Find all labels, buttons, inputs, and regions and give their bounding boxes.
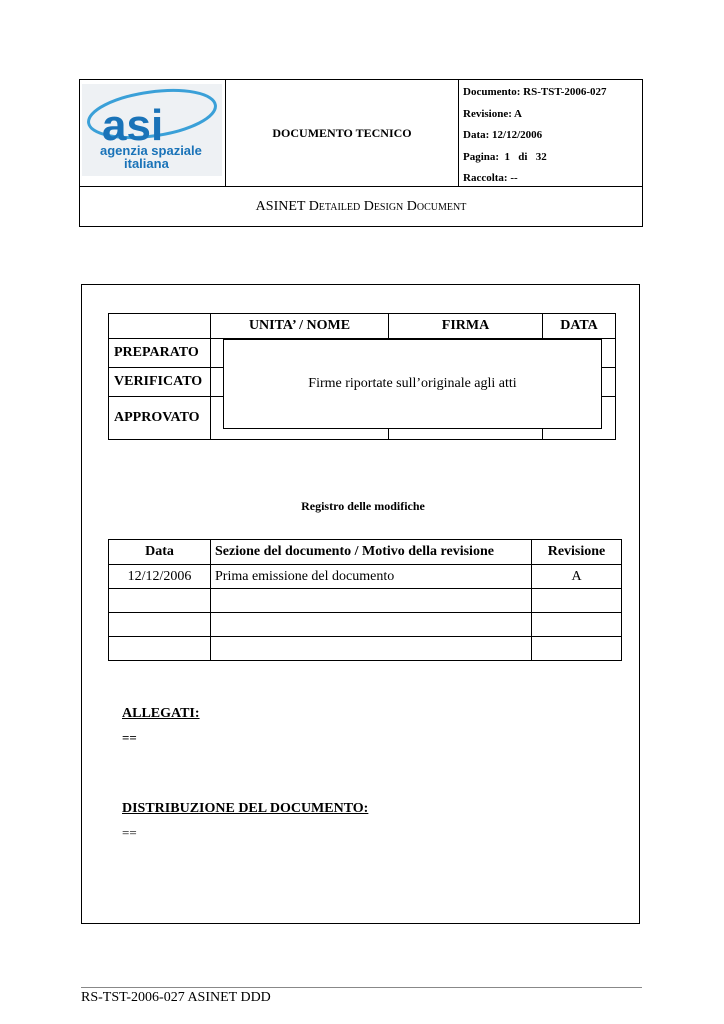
register-title: Registro delle modifiche — [301, 499, 425, 513]
register-header-data: Data — [109, 540, 211, 565]
sig-row-approvato: APPROVATO — [109, 397, 211, 440]
meta-documento: Documento: RS-TST-2006-027 — [463, 86, 607, 98]
table-row — [109, 637, 622, 661]
register-header-revisione: Revisione — [532, 540, 622, 565]
table-row — [109, 613, 622, 637]
logo-line2: italiana — [124, 156, 169, 171]
sig-header-firma: FIRMA — [389, 314, 543, 339]
register-cell-data: 12/12/2006 — [109, 565, 211, 589]
table-row — [109, 589, 622, 613]
footer-text: RS-TST-2006-027 ASINET DDD — [81, 990, 271, 1005]
register-cell-revisione: A — [532, 565, 622, 589]
register-header-sezione: Sezione del documento / Motivo della revisione — [211, 540, 532, 565]
register-table — [108, 539, 622, 661]
footer-divider — [81, 987, 642, 988]
header-divider — [458, 80, 459, 186]
asi-logo — [80, 80, 225, 186]
meta-revisione: Revisione: A — [463, 108, 522, 120]
meta-data: Data: 12/12/2006 — [463, 129, 543, 141]
sig-header-empty — [109, 314, 211, 339]
distribuzione-value: == — [122, 825, 137, 840]
meta-raccolta: Raccolta: -- — [463, 172, 518, 184]
document-type: DOCUMENTO TECNICO — [272, 125, 412, 140]
sig-row-preparato: PREPARATO — [109, 339, 211, 368]
register-cell-sezione: Prima emissione del documento — [211, 565, 532, 589]
meta-pagina: Pagina: 1 di 32 — [463, 151, 547, 163]
signature-note: Firme riportate sull’originale agli atti — [223, 339, 602, 429]
allegati-value: == — [122, 730, 137, 745]
logo-line1: agenzia spaziale — [100, 143, 202, 158]
document-title: ASINET Detailed Design Document — [255, 198, 467, 214]
sig-header-unita: UNITA’ / NOME — [211, 314, 389, 339]
logo-brand: asi — [102, 101, 164, 150]
sig-header-data: DATA — [543, 314, 616, 339]
distribuzione-label: DISTRIBUZIONE DEL DOCUMENTO: — [122, 801, 369, 816]
sig-row-verificato: VERIFICATO — [109, 368, 211, 397]
table-row — [109, 565, 622, 589]
allegati-label: ALLEGATI: — [122, 706, 200, 721]
